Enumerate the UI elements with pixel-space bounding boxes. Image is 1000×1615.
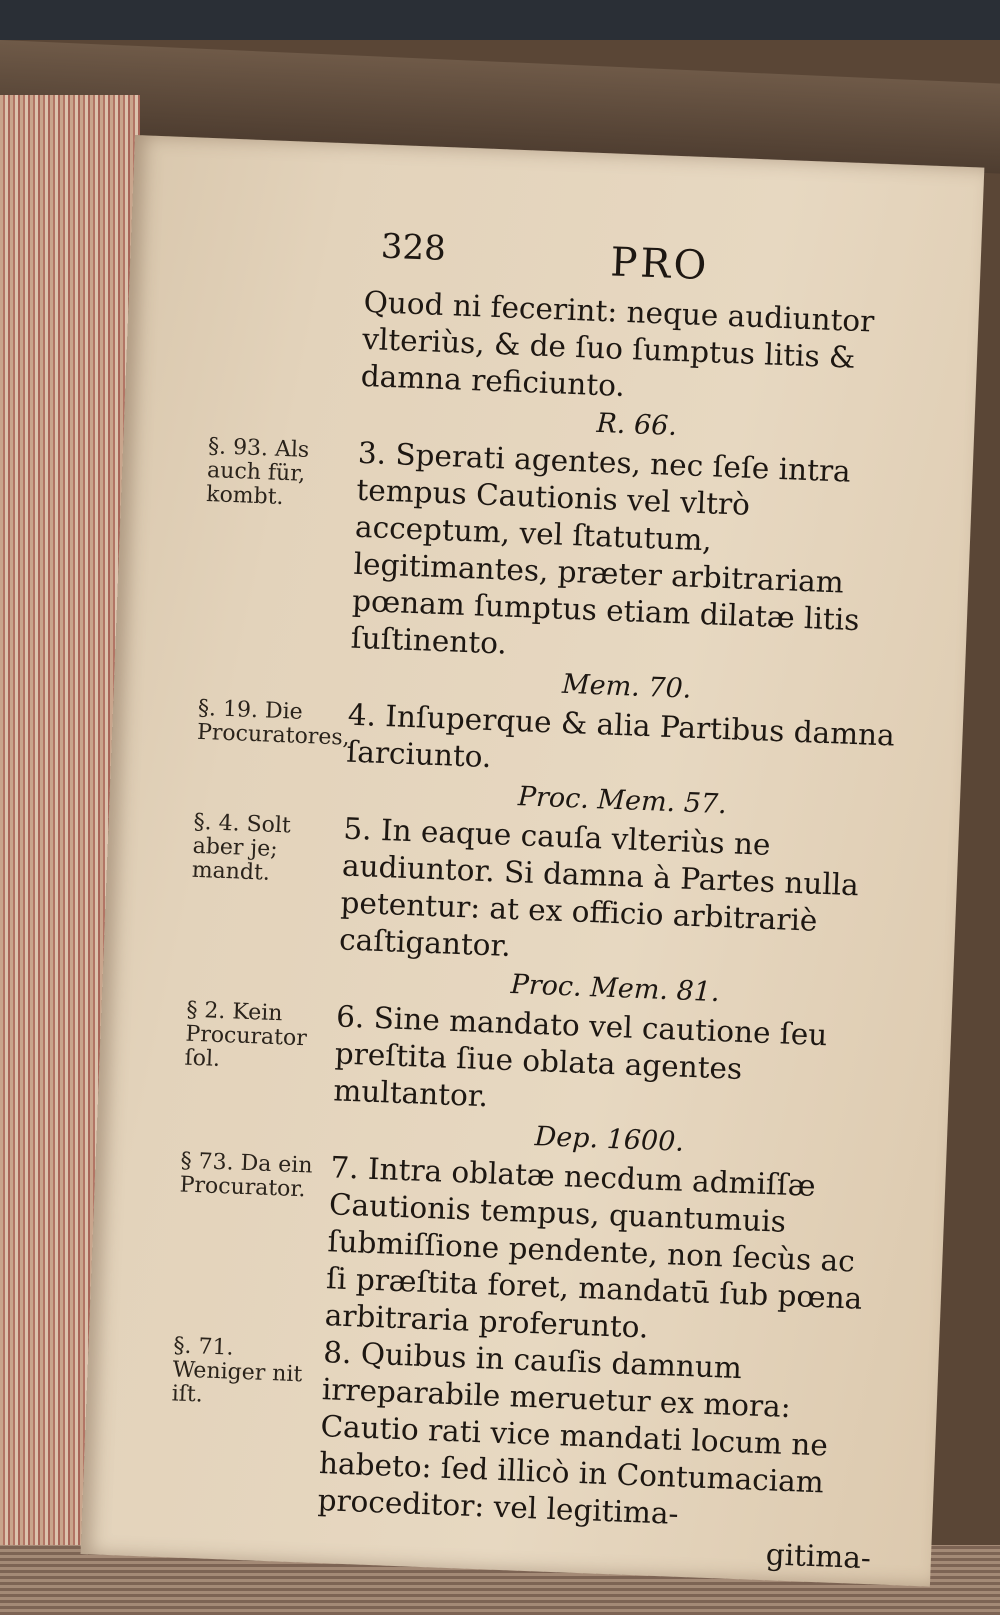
paragraph-text: 8. Quibus in cauſis damnum irreparabile meruetur ex mora: Cautio rati vice mandati locum ne habeto: ſed illicò in Contumaciam proceditor: vel legitima- [317,1335,829,1531]
catchword: gitima- [765,1537,872,1576]
page-number: 328 [380,226,447,269]
paragraph-text: 3. Sperati agentes, nec ſeſe intra tempus Cautionis vel vltrò acceptum, vel ſtatutum, legitimantes, præter arbitrariam pœnam ſumptus etiam dilatæ litis ſuſtinento. [350,435,860,661]
paragraph-text: 6. Sine mandato vel cautione ſeu preſtita ſiue oblata agentes multantor. [332,999,828,1114]
running-head: PRO [609,239,711,290]
marginal-note: §. 93. Als auch für, kombt. [205,434,310,510]
marginal-note: § 2. Kein Procurator ſol. [184,997,308,1072]
book-page [80,135,984,1587]
paragraph-text: Quod ni fecerint: neque audiuntor vlteriùs, & de ſuo ſumptus litis & damna reficiunto. [360,284,875,403]
paragraph-text: 7. Intra oblatæ necdum admiſſæ Cautionis tempus, quantumuis ſubmiſſione pendente, non ſecùs ac ſi præſtita foret, mandatū ſub pœna arbitraria proferunto. [324,1150,863,1345]
marginal-note: § 73. Da ein Procurator. [179,1148,313,1203]
page-content [166,220,977,1579]
paragraph-row [167,1328,934,1542]
reference-line: Proc. Mem. 57. [517,781,728,821]
marginal-note [214,284,364,290]
paragraph-text: 4. Inſuperque & alia Partibus damna ſarciunto. [345,697,896,775]
paragraph-row [189,805,954,982]
paragraph-row [200,429,968,680]
reference-line: Dep. 1600. [534,1121,685,1158]
paragraph-text: 5. In eaque cauſa vlteriùs ne audiuntor. Si damna à Partes nulla petentur: at ex officio arbitrariè caſtigantor. [338,811,860,964]
paragraph-row [174,1144,941,1358]
marginal-note: §. 4. Solt aber je; mandt. [191,809,292,886]
reference-line: Mem. 70. [561,668,692,705]
reference-line: R. 66. [595,407,678,443]
marginal-note: §. 19. Die Procuratores, [196,695,351,751]
marginal-note: §. 71. Weniger nit iſt. [171,1333,303,1408]
text-blocks [167,278,974,1542]
reference-line: Proc. Mem. 81. [510,969,721,1009]
